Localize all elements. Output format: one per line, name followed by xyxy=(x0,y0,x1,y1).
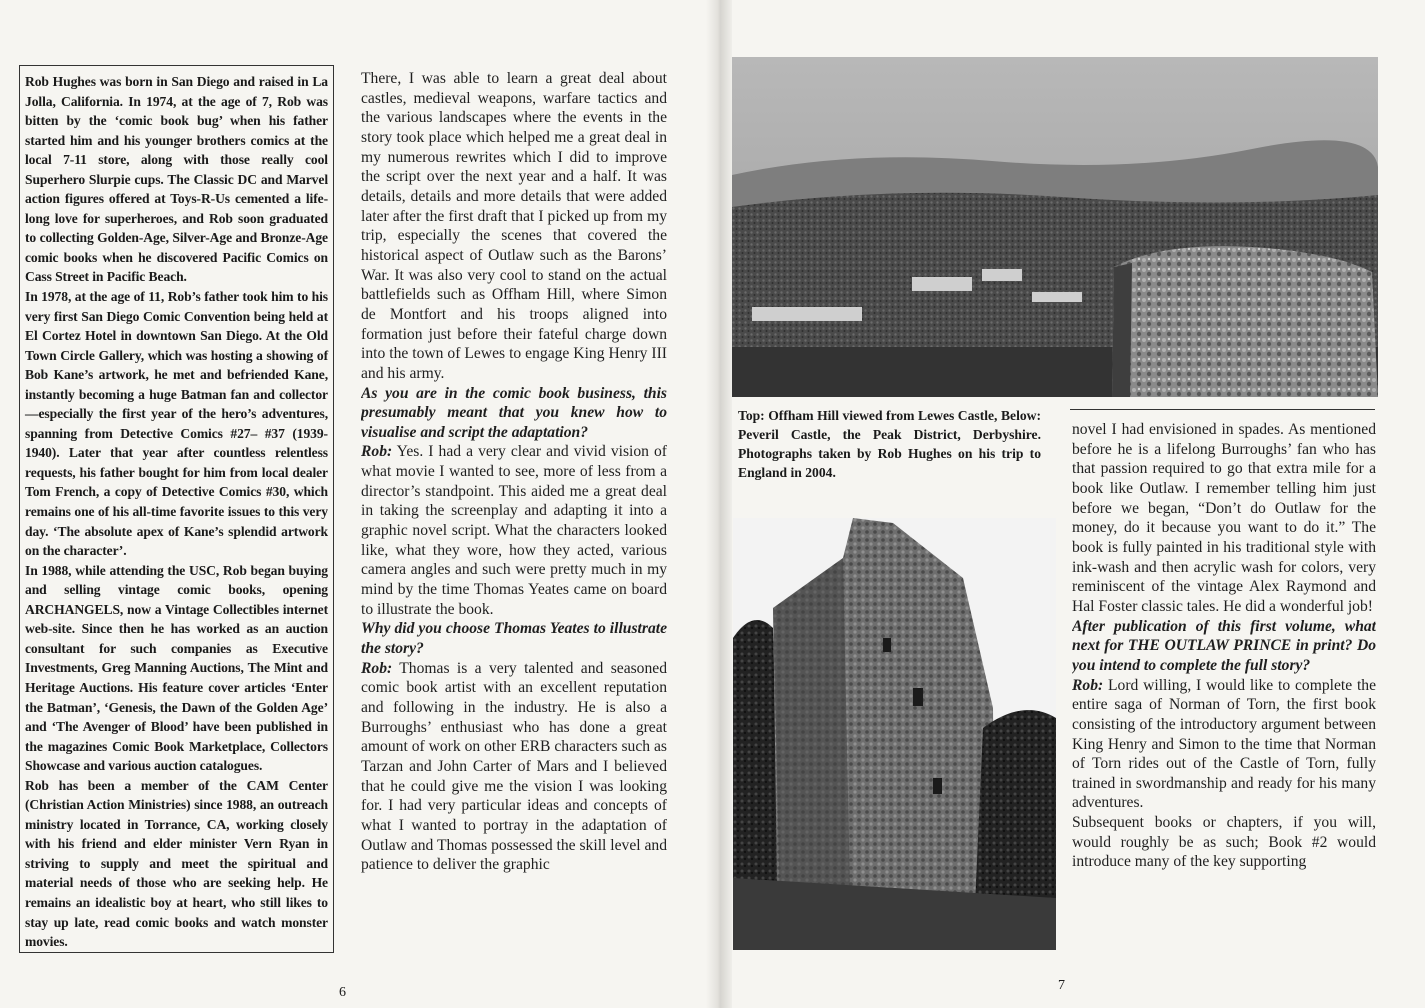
photo-peveril-castle xyxy=(733,518,1056,950)
body-paragraph: novel I had envisioned in spades. As mentioned before he is a lifelong Burroughs’ fan who has that passion required to go that extra mile for a book like Outlaw. I remember telling him just before we began, “Don’t do Outlaw for the money, do it because you want to do it.” The book is fully painted in his traditional style with ink-wash and then acrylic wash for colors, very reminiscent of the vintage Alex Raymond and Hal Foster classic tales. He did a wonderful job! xyxy=(1072,421,1376,615)
page-number-left: 6 xyxy=(339,985,346,1000)
interview-column-right xyxy=(1072,420,1376,960)
speaker-label: Rob: xyxy=(361,443,393,461)
bio-paragraph-4: Rob has been a member of the CAM Center (Christian Action Ministries) since 1988, an outreach ministry located in Torrance, CA, working closely with his friend and elder minister Vern Ryan in striving to supply and meet the spiritual and material needs of those who are seeking help. He remains an idealistic boy at heart, who still likes to stay up late, read comic books and watch monster movies. xyxy=(25,777,328,950)
answer-text: Yes. I had a very clear and vivid vision of what movie I wanted to see, more of less from a director’s standpoint. This aided me a great deal in taking the screenplay and adapting it into a graphic novel script. What the characters looked like, what they wore, how they acted, various camera angles and such were pretty much in my mind by the time Thomas Yeates came on board to illustrate the book. xyxy=(361,443,667,618)
page-number-right: 7 xyxy=(1058,978,1065,993)
question-1: As you are in the comic book business, this presumably meant that you knew how to visualise and script the adaptation? xyxy=(361,384,667,441)
interview-column-left xyxy=(361,69,667,957)
column-rule xyxy=(1070,409,1375,410)
body-paragraph: There, I was able to learn a great deal about castles, medieval weapons, warfare tactics and the various landscapes where the events in the story took place which helped me a great deal in my numerous rewrites which I did to improve the script over the next year and a half. It was details, details and more details that were added later after the first draft that I picked up from my trip, especially the scenes that covered the historical aspect of Outlaw such as the Barons’ War. It was also very cool to stand on the actual battlefields such as Offham Hill, where Simon de Montfort and his troops aligned into formation just before their fateful charge down into the town of Lewes to engage King Henry III and his army. xyxy=(361,70,667,382)
photo-caption: Top: Offham Hill viewed from Lewes Castle, Below: Peveril Castle, the Peak District, Derbyshire. Photographs taken by Rob Hughes on his trip to England in 2004. xyxy=(738,408,1041,480)
bio-paragraph-1: Rob Hughes was born in San Diego and raised in La Jolla, California. In 1974, at the age of 7, Rob was bitten by the ‘comic book bug’ when his father started him and his younger brothers comics at the local 7-11 store, along with those really cool Superhero Slurpie cups. The Classic DC and Marvel action figures offered at Toys-R-Us cemented a life-long love for superheroes, and Rob soon graduated to collecting Golden-Age, Silver-Age and Bronze-Age comic books when he discovered Pacific Comics on Cass Street in Pacific Beach. xyxy=(25,74,328,285)
answer-text: Lord willing, I would like to complete the entire saga of Norman of Torn, the first book consisting of the introductory argument between King Henry and Simon to the time that Norman of Torn rides out of the Castle of Torn, fully trained in swordmanship and ready for his many adventures. xyxy=(1072,676,1376,812)
question-3: After publication of this first volume, what next for THE OUTLAW PRINCE in print? Do you intend to complete the full story? xyxy=(1072,617,1376,674)
answer-1 xyxy=(361,442,667,619)
body-paragraph: Subsequent books or chapters, if you will, would roughly be as such; Book #2 would introduce many of the key supporting xyxy=(1072,814,1376,871)
speaker-label: Rob: xyxy=(1072,676,1104,694)
bio-paragraph-3: In 1988, while attending the USC, Rob began buying and selling vintage comic books, opening ARCHANGELS, now a Vintage Collectibles internet web-site. Since then he has worked as an auction consultant for such companies as Executive Investments, Greg Manning Auctions, The Mint and Heritage Auctions. His feature cover articles ‘Enter the Batman’, ‘Genesis, the Dawn of the Golden Age’ and ‘The Avenger of Blood’ have been published in the magazines Comic Book Marketplace, Collectors Showcase and various auction catalogues. xyxy=(25,562,328,774)
photo-offham-hill xyxy=(732,57,1378,397)
speaker-label: Rob: xyxy=(361,659,393,677)
answer-text: Thomas is a very talented and seasoned comic book artist with an excellent reputation and following in the industry. He is also a Burroughs’ enthusiast who has done a great amount of work on other ERB characters such as Tarzan and John Carter of Mars and I believed that he could give me the vision I was looking for. I had very particular ideas and concepts of what I wanted to portray in the adaptation of Outlaw and Thomas possessed the skill level and patience to deliver the graphic xyxy=(361,659,667,874)
bio-paragraph-2: In 1978, at the age of 11, Rob’s father took him to his very first San Diego Comic Convention being held at El Cortez Hotel in downtown San Diego. At the Old Town Circle Gallery, which was hosting a showing of Bob Kane’s artwork, he met and befriended Kane, instantly becoming a huge Batman fan and collector—especially the first year of the hero’s adventures, spanning from Detective Comics #27– #37 (1939-1940). Later that year after countless relentless requests, his father bought for him from local dealer Tom French, a copy of Detective Comics #30, which remains one of his all-time favorite issues to this very day. ‘The absolute apex of Kane’s splendid artwork on the character’. xyxy=(25,289,328,559)
answer-2 xyxy=(361,659,667,875)
author-bio-box xyxy=(19,65,334,953)
question-2: Why did you choose Thomas Yeates to illustrate the story? xyxy=(361,620,667,658)
answer-3 xyxy=(1072,676,1376,814)
page-gutter xyxy=(706,0,732,1008)
